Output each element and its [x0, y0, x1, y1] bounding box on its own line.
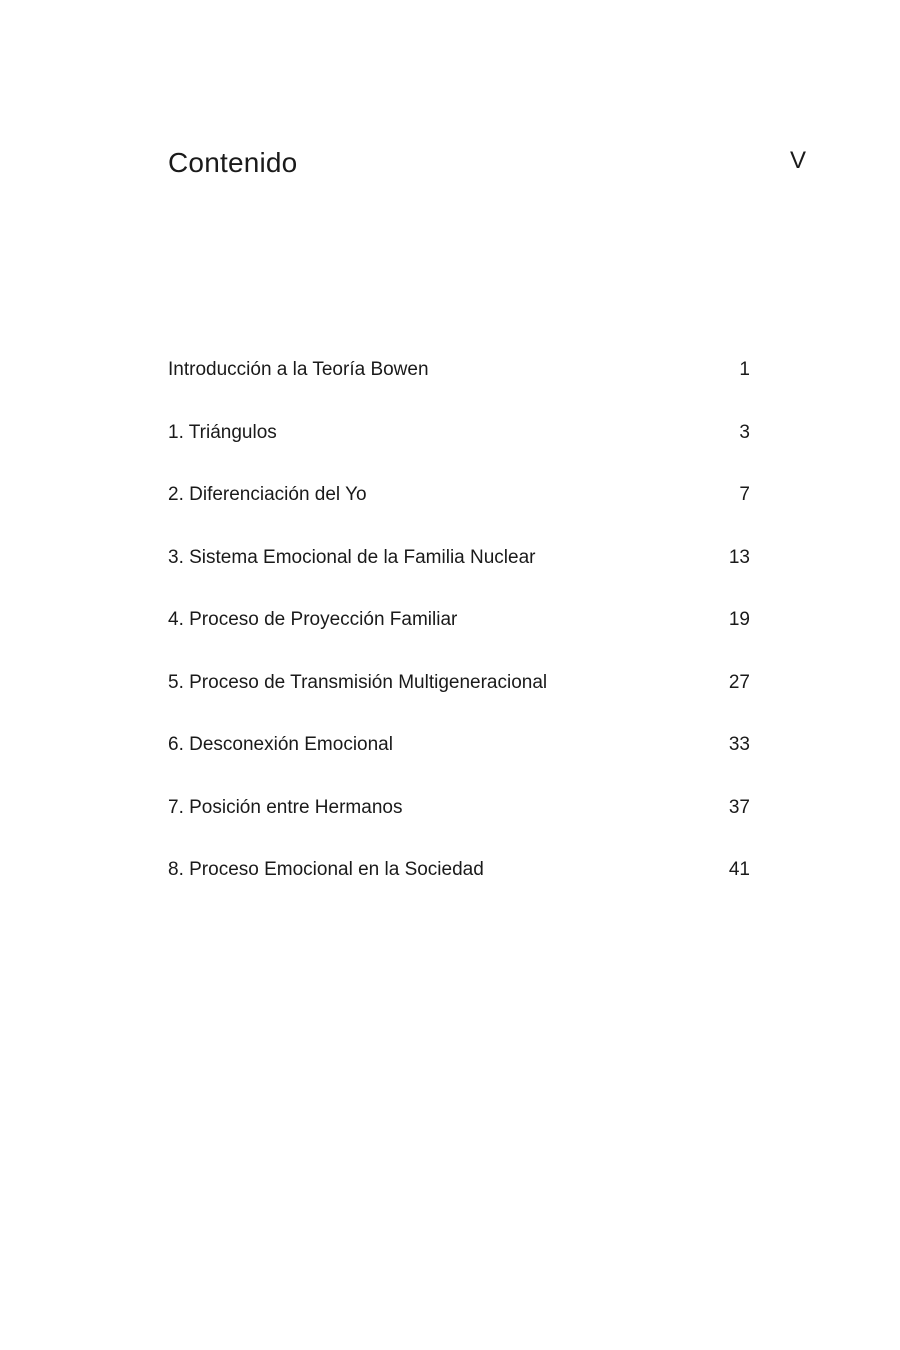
toc-entry-page: 41 [728, 859, 750, 880]
toc-entry-label: 1. Triángulos [168, 421, 277, 443]
toc-entry [168, 730, 750, 793]
toc-entry [168, 355, 750, 418]
toc-entry-label: 6. Desconexión Emocional [168, 734, 393, 755]
toc-entry [168, 605, 750, 668]
toc-entry-label: 8. Proceso Emocional en la Sociedad [168, 859, 484, 880]
toc-entry [168, 543, 750, 606]
toc-entry-label: Introducción a la Teoría Bowen [168, 359, 429, 380]
toc-entry-page: 7 [739, 484, 750, 505]
toc-entry-label: 2. Diferenciación del Yo [168, 484, 367, 505]
toc-entry-label: 7. Posición entre Hermanos [168, 796, 403, 818]
toc-entry-label: 5. Proceso de Transmisión Multigeneracional [168, 671, 548, 693]
page-title: Contenido [168, 147, 298, 178]
toc-entry [168, 793, 750, 856]
toc-entry-page: 19 [728, 609, 750, 630]
toc-entry [168, 668, 750, 731]
toc-entry-label: 4. Proceso de Proyección Familiar [168, 609, 458, 630]
toc-entry-page: 13 [728, 546, 750, 568]
toc-entry-page: 27 [728, 671, 750, 693]
toc-entry [168, 855, 750, 918]
toc-entry-label: 3. Sistema Emocional de la Familia Nuclear [168, 546, 536, 568]
toc-entry-page: 33 [728, 734, 750, 755]
toc-entry [168, 480, 750, 543]
page-number: V [790, 147, 807, 174]
table-of-contents [168, 355, 750, 918]
toc-entry-page: 37 [728, 796, 750, 818]
toc-entry-page: 3 [739, 421, 750, 443]
toc-entry-page: 1 [739, 359, 750, 380]
toc-entry [168, 418, 750, 481]
